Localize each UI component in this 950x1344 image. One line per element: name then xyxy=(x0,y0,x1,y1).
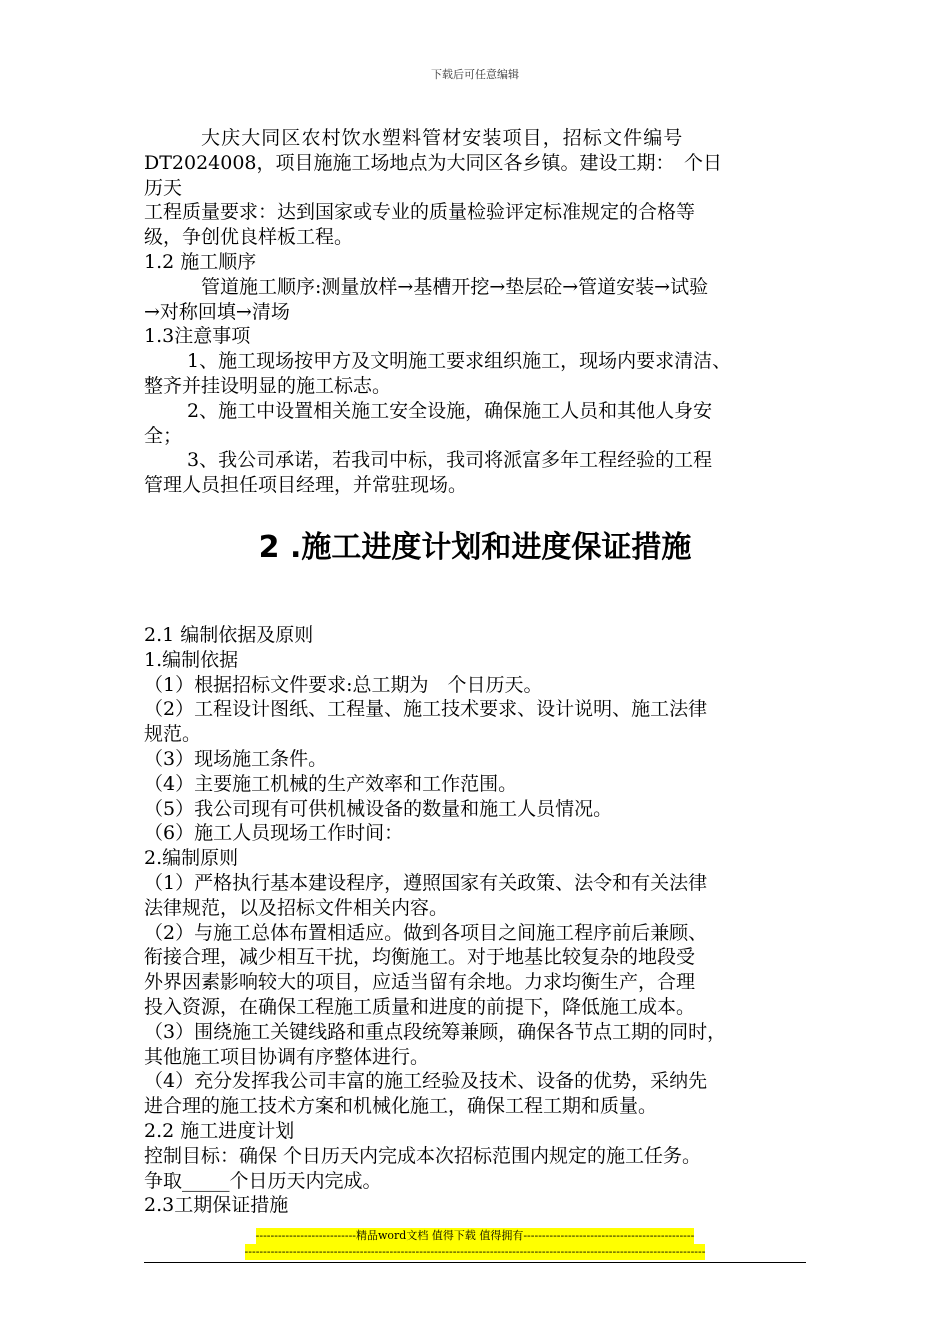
order-paragraph-line: 管道施工顺序:测量放样→基槽开挖→垫层砼→管道安装→试验 xyxy=(201,275,709,298)
principle-item: 衔接合理，减少相互干扰，均衡施工。对于地基比较复杂的地段受 xyxy=(144,946,696,969)
principle-item: 法律规范，以及招标文件相关内容。 xyxy=(144,896,449,919)
principle-item: 投入资源，在确保工程施工质量和进度的前提下，降低施工成本。 xyxy=(144,995,696,1018)
basis-item: （1）根据招标文件要求:总工期为 个日历天。 xyxy=(144,673,543,696)
principle-item: 外界因素影响较大的项目，应适当留有余地。力求均衡生产，合理 xyxy=(144,971,696,994)
basis-item: （3）现场施工条件。 xyxy=(144,747,328,770)
principle-item: （2）与施工总体布置相适应。做到各项目之间施工程序前后兼顾、 xyxy=(144,921,708,944)
quality-paragraph-line: 工程质量要求：达到国家或专业的质量检验评定标准规定的合格等 xyxy=(144,201,696,224)
basis-item: 规范。 xyxy=(144,723,202,746)
basis-item: （2）工程设计图纸、工程量、施工技术要求、设计说明、施工法律 xyxy=(144,698,708,721)
principle-item: （3）围绕施工关键线路和重点段统筹兼顾，确保各节点工期的同时， xyxy=(144,1020,727,1043)
footer-dash-line xyxy=(0,1244,950,1260)
subheading-1-2: 1.2 施工顺序 xyxy=(144,250,257,273)
page-header: 下载后可任意编辑 xyxy=(431,68,519,81)
intro-paragraph-line: 大庆大同区农村饮水塑料管材安装项目，招标文件编号 xyxy=(201,127,684,149)
intro-paragraph-line: 历天 xyxy=(144,176,183,199)
footer-highlight: ---------------------------精品word文档 值得下载 值得拥有---------------------------------------------- xyxy=(255,1229,695,1242)
subheading-2-2: 2.2 施工进度计划 xyxy=(144,1119,295,1142)
principle-title: 2.编制原则 xyxy=(144,847,239,870)
subheading-2-3: 2.3工期保证措施 xyxy=(144,1194,289,1217)
section-2-heading: 2 .施工进度计划和进度保证措施 xyxy=(258,530,692,565)
footer-rule xyxy=(144,1262,806,1263)
order-paragraph-line: →对称回填→清场 xyxy=(144,300,290,323)
basis-title: 1.编制依据 xyxy=(144,648,239,671)
footer-banner-line xyxy=(0,1228,950,1244)
section-1 xyxy=(144,126,814,498)
note-2-line: 全； xyxy=(144,424,183,447)
quality-paragraph-line: 级，争创优良样板工程。 xyxy=(144,226,354,249)
intro-paragraph-line: DT2024008，项目施施工场地点为大同区各乡镇。建设工期： 个日 xyxy=(144,151,723,174)
principle-item: 进合理的施工技术方案和机械化施工，确保工程工期和质量。 xyxy=(144,1095,658,1118)
note-2-line: 2、施工中设置相关施工安全设施，确保施工人员和其他人身安 xyxy=(187,399,713,422)
subheading-1-3: 1.3注意事项 xyxy=(144,325,251,348)
target-line: 争取_____个日历天内完成。 xyxy=(144,1169,382,1192)
principle-item: 其他施工项目协调有序整体进行。 xyxy=(144,1045,430,1068)
basis-item: （5）我公司现有可供机械设备的数量和施工人员情况。 xyxy=(144,797,613,820)
note-1-line: 整齐并挂设明显的施工标志。 xyxy=(144,374,392,397)
basis-item: （4）主要施工机械的生产效率和工作范围。 xyxy=(144,772,518,795)
footer-highlight: ---------------------------------------------------------------------------------------------------------------------------- xyxy=(244,1245,706,1258)
note-3-line: 管理人员担任项目经理，并常驻现场。 xyxy=(144,474,468,497)
note-1-line: 1、施工现场按甲方及文明施工要求组织施工，现场内要求清洁、 xyxy=(187,350,732,373)
section-2 xyxy=(144,623,814,1218)
basis-item: （6）施工人员现场工作时间： xyxy=(144,822,404,845)
principle-item: （4）充分发挥我公司丰富的施工经验及技术、设备的优势，采纳先 xyxy=(144,1070,708,1093)
target-line: 控制目标：确保 个日历天内完成本次招标范围内规定的施工任务。 xyxy=(144,1144,702,1167)
principle-item: （1）严格执行基本建设程序，遵照国家有关政策、法令和有关法律 xyxy=(144,871,708,894)
note-3-line: 3、我公司承诺，若我司中标，我司将派富多年工程经验的工程 xyxy=(187,449,713,472)
subheading-2-1: 2.1 编制依据及原则 xyxy=(144,624,314,646)
